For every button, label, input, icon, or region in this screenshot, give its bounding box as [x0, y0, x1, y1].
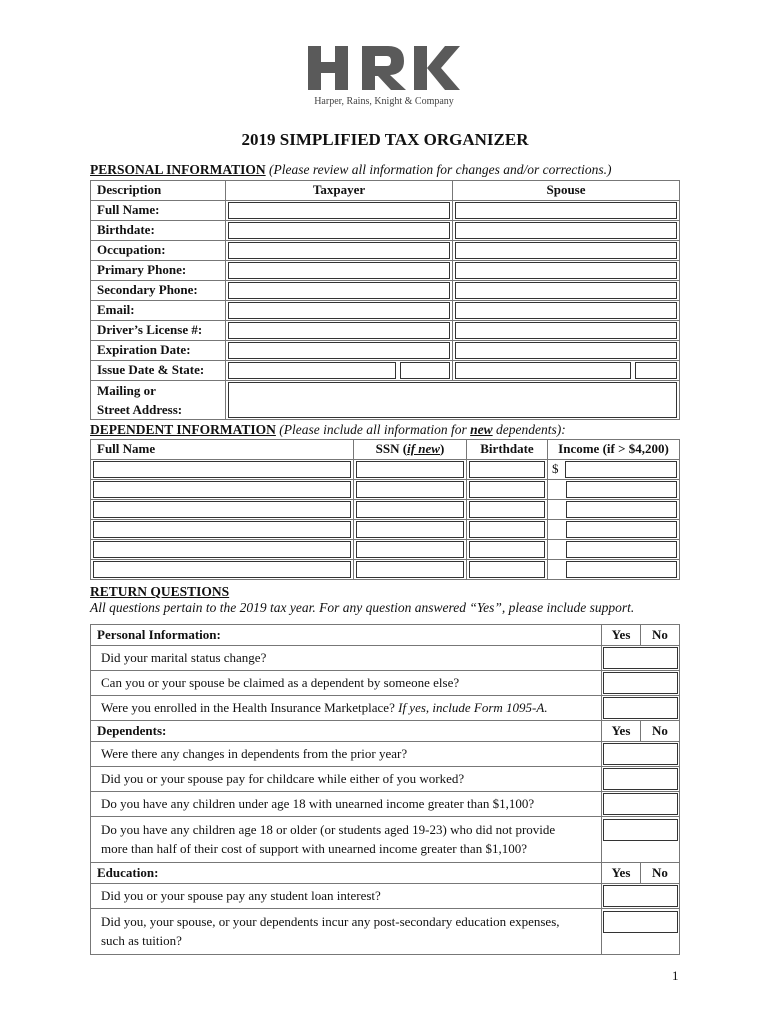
taxpayer-primary-phone-field[interactable]: [228, 262, 450, 279]
dependent-2-ssn-field[interactable]: [356, 481, 464, 498]
row-occupation: [91, 240, 680, 260]
label-issue-date-state: Issue Date & State:: [91, 360, 226, 380]
question-row: [91, 671, 680, 696]
spouse-drivers-license-field[interactable]: [455, 322, 677, 339]
dependent-4-income-field[interactable]: [566, 521, 677, 538]
yes-column-header: Yes: [602, 863, 641, 884]
taxpayer-issue-state-field[interactable]: [400, 362, 450, 379]
question-row: [91, 767, 680, 792]
row-address: [91, 380, 680, 419]
answer-cell: [602, 792, 680, 817]
question-marketplace: [91, 696, 602, 721]
dependent-3-birthdate-field[interactable]: [469, 501, 545, 518]
question-row: [91, 792, 680, 817]
cell-spouse: [453, 280, 680, 300]
children-18-older-answer-box[interactable]: [603, 819, 678, 841]
label-full-name: Full Name:: [91, 200, 226, 220]
dependent-4-ssn-field[interactable]: [356, 521, 464, 538]
spouse-issue-date-field[interactable]: [455, 362, 631, 379]
cell-taxpayer: [226, 340, 453, 360]
taxpayer-drivers-license-field[interactable]: [228, 322, 450, 339]
taxpayer-birthdate-field[interactable]: [228, 222, 450, 239]
marketplace-answer-box[interactable]: [603, 697, 678, 719]
taxpayer-expiration-date-field[interactable]: [228, 342, 450, 359]
row-issue-date-state: [91, 360, 680, 380]
answer-cell: [602, 742, 680, 767]
education-expenses-answer-box[interactable]: [603, 911, 678, 933]
question-marital-status: Did your marital status change?: [91, 646, 602, 671]
dep-ssn-cell: [354, 559, 467, 579]
marketplace-note: If yes, include Form 1095-A.: [398, 700, 548, 715]
dependent-6-ssn-field[interactable]: [356, 561, 464, 578]
dependent-3-income-field[interactable]: [566, 501, 677, 518]
personal-header-row: [91, 181, 680, 201]
dependent-6-birthdate-field[interactable]: [469, 561, 545, 578]
question-row: [91, 909, 680, 955]
dep-income-cell: [548, 539, 680, 559]
answer-cell: [602, 696, 680, 721]
question-children-18-older: [91, 817, 602, 863]
cell-taxpayer: [226, 240, 453, 260]
cell-spouse: [453, 260, 680, 280]
dependent-5-ssn-field[interactable]: [356, 541, 464, 558]
dep-name-cell: [91, 559, 354, 579]
answer-cell: [602, 817, 680, 863]
personal-info-table: [90, 180, 680, 420]
dependents-questions-title: Dependents:: [91, 721, 602, 742]
label-drivers-license: Driver’s License #:: [91, 320, 226, 340]
question-row: [91, 696, 680, 721]
dep-ssn-cell: [354, 459, 467, 479]
marital-status-answer-box[interactable]: [603, 647, 678, 669]
page-number: 1: [672, 968, 679, 983]
dep-birthdate-cell: [467, 559, 548, 579]
question-row: [91, 742, 680, 767]
spouse-occupation-field[interactable]: [455, 242, 677, 259]
childcare-answer-box[interactable]: [603, 768, 678, 790]
personal-info-heading: [90, 162, 611, 178]
taxpayer-full-name-field[interactable]: [228, 202, 450, 219]
answer-cell: [602, 909, 680, 955]
dependent-row: [91, 559, 680, 579]
row-full-name: [91, 200, 680, 220]
question-childcare: Did you or your spouse pay for childcare while either of you worked?: [91, 767, 602, 792]
no-column-header: No: [641, 863, 680, 884]
yes-column-header: Yes: [602, 721, 641, 742]
question-education-expenses: [91, 909, 602, 955]
row-email: [91, 300, 680, 320]
dependent-heading-note: [279, 422, 565, 437]
taxpayer-email-field[interactable]: [228, 302, 450, 319]
page-title: 2019 SIMPLIFIED TAX ORGANIZER: [241, 130, 529, 149]
no-column-header: No: [641, 721, 680, 742]
dep-birthdate-cell: [467, 539, 548, 559]
education-expenses-line2: such as tuition?: [101, 933, 182, 948]
cell-spouse: [453, 300, 680, 320]
dep-income-cell: [548, 479, 680, 499]
label-address: [91, 380, 226, 419]
dependent-row: [91, 519, 680, 539]
dependent-4-name-field[interactable]: [93, 521, 351, 538]
dep-name-cell: [91, 519, 354, 539]
return-questions-intro: All questions pertain to the 2019 tax year. For any question answered “Yes”, please include support.: [90, 600, 635, 615]
cell-spouse: [453, 220, 680, 240]
row-primary-phone: [91, 260, 680, 280]
row-drivers-license: [91, 320, 680, 340]
col-birthdate: Birthdate: [467, 440, 548, 460]
return-questions-heading: [90, 584, 229, 600]
no-column-header: No: [641, 625, 680, 646]
dependent-header-row: [91, 440, 680, 460]
dependent-4-birthdate-field[interactable]: [469, 521, 545, 538]
dependent-5-birthdate-field[interactable]: [469, 541, 545, 558]
return-questions-heading-text: RETURN QUESTIONS: [90, 584, 230, 599]
personal-questions-title: Personal Information:: [91, 625, 602, 646]
col-taxpayer: Taxpayer: [226, 181, 453, 201]
dependent-1-ssn-field[interactable]: [356, 461, 464, 478]
dep-income-cell: [548, 499, 680, 519]
dep-birthdate-cell: [467, 519, 548, 539]
cell-taxpayer: [226, 200, 453, 220]
question-children-under-18: Do you have any children under age 18 with unearned income greater than $1,100?: [91, 792, 602, 817]
dependent-note-new: new: [470, 422, 493, 437]
address-label-line2: Street Address:: [97, 401, 183, 417]
dependent-note-pre: (Please include all information for: [279, 422, 471, 437]
company-logo: [308, 44, 460, 114]
dependent-2-birthdate-field[interactable]: [469, 481, 545, 498]
dep-income-cell: [548, 459, 680, 479]
marketplace-question-text: Were you enrolled in the Health Insurance Marketplace?: [101, 700, 395, 715]
question-claimed-dependent: Can you or your spouse be claimed as a dependent by someone else?: [91, 671, 602, 696]
dependent-row: [91, 539, 680, 559]
cell-taxpayer: [226, 220, 453, 240]
col-income: Income (if > $4,200): [548, 440, 680, 460]
dep-birthdate-cell: [467, 479, 548, 499]
taxpayer-secondary-phone-field[interactable]: [228, 282, 450, 299]
dependent-1-income-field[interactable]: [565, 461, 678, 478]
spouse-full-name-field[interactable]: [455, 202, 677, 219]
education-questions-header: [91, 863, 680, 884]
dep-income-cell: [548, 559, 680, 579]
student-loan-answer-box[interactable]: [603, 885, 678, 907]
dependent-3-ssn-field[interactable]: [356, 501, 464, 518]
answer-cell: [602, 884, 680, 909]
dependent-row: [91, 479, 680, 499]
ssn-post: ): [439, 441, 445, 457]
label-primary-phone: Primary Phone:: [91, 260, 226, 280]
dep-ssn-cell: [354, 479, 467, 499]
dependent-6-income-field[interactable]: [566, 561, 677, 578]
spouse-birthdate-field[interactable]: [455, 222, 677, 239]
dependent-row: [91, 459, 680, 479]
cell-spouse: [453, 200, 680, 220]
dep-ssn-cell: [354, 519, 467, 539]
children-18-older-line2: more than half of their cost of support with unearned income greater than $1,100?: [101, 841, 527, 856]
dependent-6-name-field[interactable]: [93, 561, 351, 578]
dependent-info-table: [90, 439, 680, 580]
cell-taxpayer: [226, 360, 453, 380]
label-expiration-date: Expiration Date:: [91, 340, 226, 360]
children-18-older-line1: Do you have any children age 18 or older (or students aged 19-23) who did not provide: [101, 822, 556, 837]
label-occupation: Occupation:: [91, 240, 226, 260]
col-full-name: Full Name: [91, 440, 354, 460]
dep-income-group: [548, 460, 679, 479]
taxpayer-issue-group: [226, 361, 452, 380]
ssn-pre: SSN (: [375, 441, 408, 457]
children-under-18-answer-box[interactable]: [603, 793, 678, 815]
return-questions-table: [90, 624, 680, 955]
dependent-1-name-field[interactable]: [93, 461, 351, 478]
dependent-2-income-field[interactable]: [566, 481, 677, 498]
col-spouse: Spouse: [453, 181, 680, 201]
cell-spouse: [453, 320, 680, 340]
taxpayer-issue-date-field[interactable]: [228, 362, 396, 379]
dep-ssn-cell: [354, 499, 467, 519]
dependent-2-name-field[interactable]: [93, 481, 351, 498]
question-row: [91, 884, 680, 909]
dependent-note-post: dependents):: [492, 422, 566, 437]
cell-taxpayer: [226, 260, 453, 280]
personal-heading-note: (Please review all information for changes and/or corrections.): [269, 162, 612, 177]
dependent-changes-answer-box[interactable]: [603, 743, 678, 765]
spouse-secondary-phone-field[interactable]: [455, 282, 677, 299]
col-description: Description: [91, 181, 226, 201]
address-field[interactable]: [228, 382, 677, 418]
address-label-line1: Mailing or: [97, 382, 156, 398]
question-dependent-changes: Were there any changes in dependents from the prior year?: [91, 742, 602, 767]
dependent-3-name-field[interactable]: [93, 501, 351, 518]
dependent-5-name-field[interactable]: [93, 541, 351, 558]
row-expiration-date: [91, 340, 680, 360]
cell-spouse: [453, 240, 680, 260]
spouse-primary-phone-field[interactable]: [455, 262, 677, 279]
yes-column-header: Yes: [602, 625, 641, 646]
cell-spouse: [453, 340, 680, 360]
logo-tagline: Harper, Rains, Knight & Company: [314, 96, 454, 107]
dep-name-cell: [91, 459, 354, 479]
spouse-issue-group: [453, 361, 679, 380]
dep-birthdate-cell: [467, 459, 548, 479]
answer-cell: [602, 646, 680, 671]
dep-birthdate-cell: [467, 499, 548, 519]
ssn-if-new: if new: [407, 441, 440, 457]
spouse-issue-state-field[interactable]: [635, 362, 677, 379]
dep-name-cell: [91, 539, 354, 559]
dep-name-cell: [91, 499, 354, 519]
claimed-dependent-answer-box[interactable]: [603, 672, 678, 694]
education-expenses-line1: Did you, your spouse, or your dependents incur any post-secondary education expenses,: [101, 914, 560, 929]
answer-cell: [602, 671, 680, 696]
cell-taxpayer: [226, 280, 453, 300]
row-birthdate: [91, 220, 680, 240]
personal-questions-header: [91, 625, 680, 646]
dep-ssn-cell: [354, 539, 467, 559]
label-email: Email:: [91, 300, 226, 320]
dependent-5-income-field[interactable]: [566, 541, 677, 558]
taxpayer-occupation-field[interactable]: [228, 242, 450, 259]
row-secondary-phone: [91, 280, 680, 300]
personal-heading-text: PERSONAL INFORMATION: [90, 162, 266, 177]
label-secondary-phone: Secondary Phone:: [91, 280, 226, 300]
dep-income-cell: [548, 519, 680, 539]
dependent-info-heading: [90, 422, 566, 438]
dependent-row: [91, 499, 680, 519]
dep-name-cell: [91, 479, 354, 499]
question-row: [91, 646, 680, 671]
dependents-questions-header: [91, 721, 680, 742]
question-row: [91, 817, 680, 863]
dependent-1-birthdate-field[interactable]: [469, 461, 545, 478]
cell-taxpayer: [226, 300, 453, 320]
spouse-expiration-date-field[interactable]: [455, 342, 677, 359]
dependent-heading-text: DEPENDENT INFORMATION: [90, 422, 276, 437]
dollar-sign: $: [552, 461, 559, 476]
hrk-logo-mark: [308, 44, 460, 94]
col-ssn: [354, 440, 467, 460]
cell-spouse: [453, 360, 680, 380]
label-birthdate: Birthdate:: [91, 220, 226, 240]
question-student-loan: Did you or your spouse pay any student loan interest?: [91, 884, 602, 909]
education-questions-title: Education:: [91, 863, 602, 884]
cell-taxpayer: [226, 320, 453, 340]
answer-cell: [602, 767, 680, 792]
spouse-email-field[interactable]: [455, 302, 677, 319]
cell-address: [226, 380, 680, 419]
